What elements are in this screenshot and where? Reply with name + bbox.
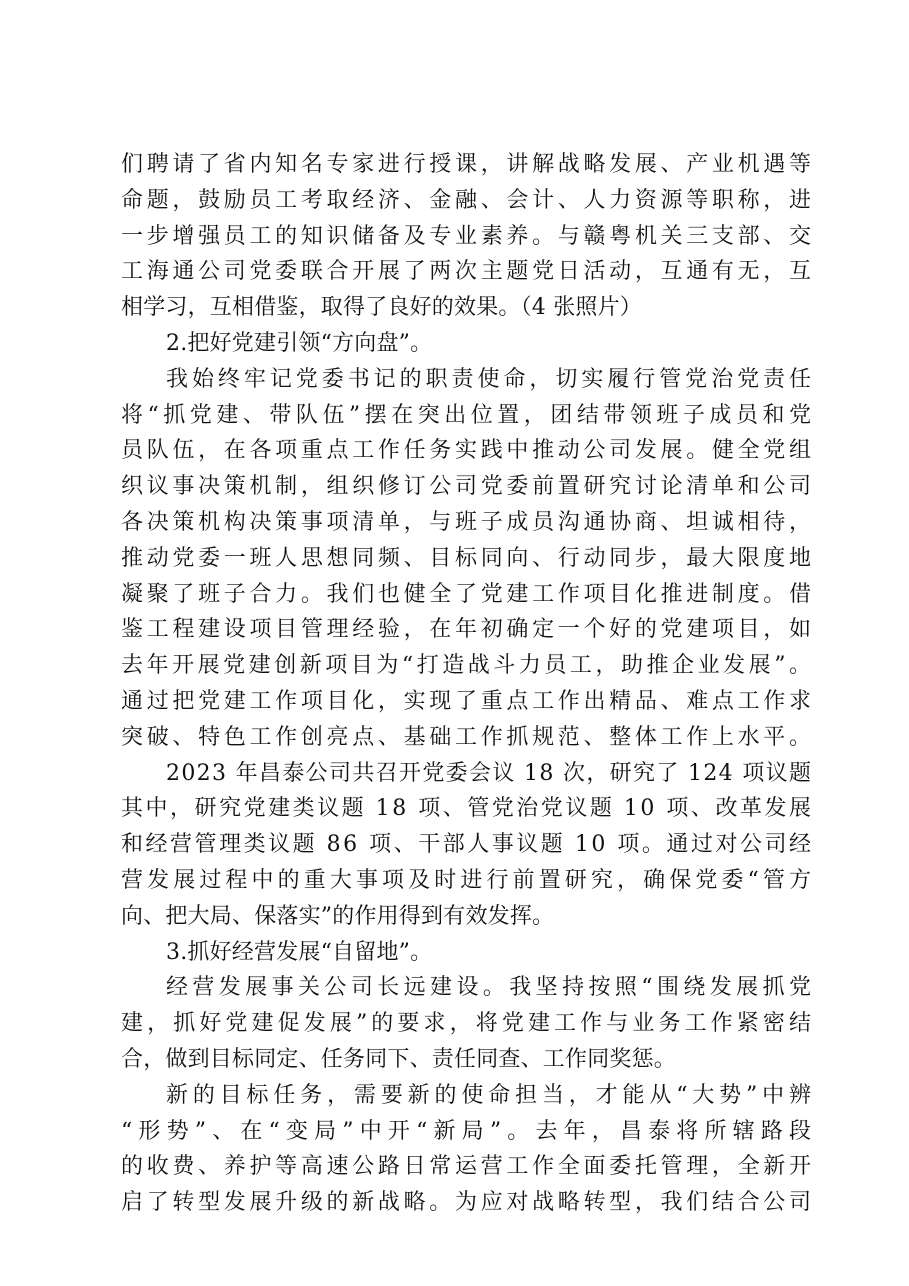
text-line: 通过把党建工作项目化，实现了重点工作出精品、难点工作求	[121, 688, 815, 714]
text-line: 各决策机构决策事项清单，与班子成员沟通协商、坦诚相待，	[121, 509, 815, 535]
text-line: 相学习，互相借鉴，取得了良好的效果。（4 张照片）	[121, 295, 642, 321]
text-line: 和经营管理类议题 86 项、干部人事议题 10 项。通过对公司经	[121, 832, 814, 858]
text-line: 将“抓党建、带队伍”摆在突出位置，团结带领班子成员和党	[121, 402, 816, 428]
text-line: 合，做到目标同定、任务同下、责任同查、工作同奖惩。	[121, 1046, 677, 1072]
text-line: 一步增强员工的知识储备及专业素养。与赣粤机关三支部、交	[121, 223, 815, 249]
text-line: 工海通公司党委联合开展了两次主题党日活动，互通有无，互	[121, 259, 815, 285]
text-line: 的收费、养护等高速公路日常运营工作全面委托管理，全新开	[121, 1154, 815, 1180]
text-line: 们聘请了省内知名专家进行授课，讲解战略发展、产业机遇等	[121, 152, 815, 177]
text-line: 我始终牢记党委书记的职责使命，切实履行管党治党责任	[166, 366, 815, 392]
text-line: 向、把大局、保落实”的作用得到有效发挥。	[121, 903, 555, 929]
text-line: 鉴工程建设项目管理经验，在年初确定一个好的党建项目，如	[121, 617, 815, 643]
text-line: 启了转型发展升级的新战略。为应对战略转型，我们结合公司	[121, 1190, 815, 1216]
text-line: 2.把好党建引领“方向盘”。	[166, 330, 433, 356]
text-line: 经营发展事关公司长远建设。我坚持按照“围绕发展抓党	[166, 975, 816, 1001]
text-line: “形势”、在“变局”中开“新局”。去年，昌泰将所辖路段	[121, 1118, 818, 1144]
text-line: 营发展过程中的重大事项及时进行前置研究，确保党委“管方	[121, 867, 816, 893]
text-line: 去年开展党建创新项目为“打造战斗力员工，助推企业发展”。	[121, 653, 815, 679]
text-line: 2023 年昌泰公司共召开党委会议 18 次，研究了 124 项议题	[166, 760, 813, 786]
text-line: 新的目标任务，需要新的使命担当，才能从“大势”中辨	[166, 1082, 816, 1108]
text-line: 凝聚了班子合力。我们也健全了党建工作项目化推进制度。借	[121, 581, 815, 607]
text-line: 推动党委一班人思想同频、目标同向、行动同步，最大限度地	[121, 545, 815, 571]
text-line: 其中，研究党建类议题 18 项、管党治党议题 10 项、改革发展	[121, 796, 814, 822]
text-line: 3.抓好经营发展“自留地”。	[166, 939, 433, 965]
document-body	[121, 147, 818, 1221]
text-line: 命题，鼓励员工考取经济、金融、会计、人力资源等职称，进	[121, 187, 815, 213]
text-line: 员队伍，在各项重点工作任务实践中推动公司发展。健全党组	[121, 438, 815, 464]
text-line: 织议事决策机制，组织修订公司党委前置研究讨论清单和公司	[121, 474, 815, 500]
text-line: 突破、特色工作创亮点、基础工作抓规范、整体工作上水平。	[121, 724, 815, 750]
text-line: 建，抓好党建促发展”的要求，将党建工作与业务工作紧密结	[121, 1011, 816, 1037]
